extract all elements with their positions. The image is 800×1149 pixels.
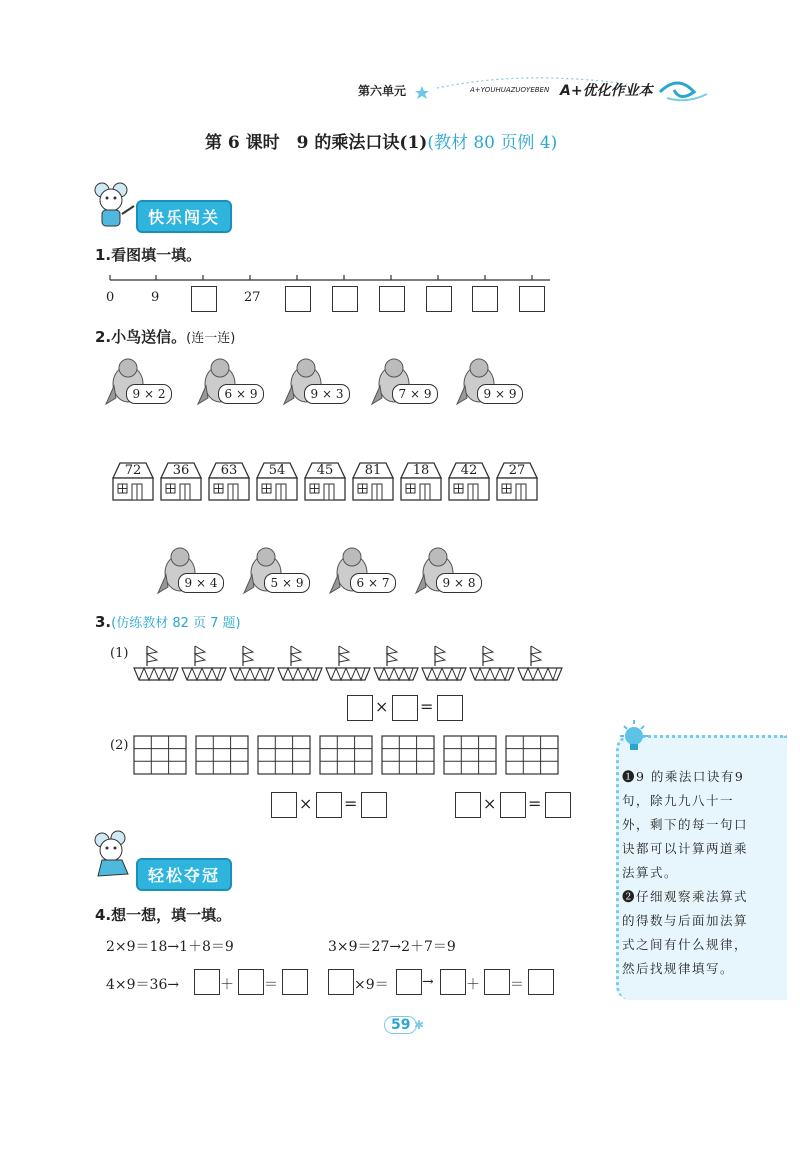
example-equation-1: 2×9＝18→1＋8＝9 [106,939,234,955]
grid-3x3 [319,735,374,775]
number-line-label-9: 9 [151,290,160,305]
q3-reference: (仿练教材 82 页 7 题) [111,616,241,631]
house[interactable] [494,460,540,502]
answer-box[interactable] [484,969,510,995]
lesson-title-row [205,128,557,153]
bird-expression: 6 × 7 [350,573,396,593]
house[interactable] [206,460,252,502]
bird-card[interactable] [156,545,226,597]
bird-expression: 6 × 9 [218,384,264,404]
answer-box[interactable] [440,969,466,995]
lesson-title: 第 6 课时 9 的乘法口诀(1) [205,133,428,153]
bird-expression: 9 × 3 [304,384,350,404]
boat-icon [421,642,467,682]
unit-label: 第六单元 [358,84,407,98]
answer-box[interactable] [238,969,264,995]
answer-box[interactable] [328,969,354,995]
section-badge-easy: 轻松夺冠 [136,858,232,891]
answer-box[interactable] [528,969,554,995]
q2-title: 2.小鸟送信。 [95,328,187,346]
answer-box[interactable] [426,286,452,312]
answer-box[interactable] [392,695,418,721]
q3-title: 3. [95,613,112,631]
times-sign: × [483,794,497,813]
equals-sign: = [528,794,542,813]
bird-expression: 9 × 4 [178,573,224,593]
grid-3x3 [505,735,560,775]
hint-item-2: ❷仔细观察乘法算式的得数与后面加法算式之间有什么规律，然后找规律填写。 [622,889,749,976]
bird-card[interactable] [370,356,440,408]
lesson-reference: (教材 80 页例 4) [427,133,558,153]
grid-3x3 [381,735,436,775]
times-sign: × [375,697,389,716]
equals-sign: = [344,794,358,813]
header-pinyin: A+YOUHUAZUOYEBEN [470,86,550,94]
bird-card[interactable] [104,356,174,408]
section-badge-happy: 快乐闯关 [136,200,232,233]
lightbulb-icon [616,718,652,758]
boat-icon [229,642,275,682]
bird-expression: 7 × 9 [392,384,438,404]
house[interactable] [446,460,492,502]
boat-icon [517,642,563,682]
answer-box[interactable] [396,969,422,995]
house[interactable] [254,460,300,502]
bird-expression: 9 × 9 [477,384,523,404]
number-line-label-27: 27 [244,290,261,305]
answer-box[interactable] [379,286,405,312]
house-number: 42 [460,463,478,478]
answer-box[interactable] [347,695,373,721]
answer-box[interactable] [191,286,217,312]
boat-icon [469,642,515,682]
equals-sign: ＝ [264,977,278,993]
hint-text [622,765,758,981]
bird-card[interactable] [196,356,266,408]
bird-expression: 9 × 8 [436,573,482,593]
house-number: 36 [172,463,190,478]
mouse-mascot-icon [88,180,136,230]
equals-sign: ＝ [510,977,524,993]
boat-icon [277,642,323,682]
bird-expression: 9 × 2 [126,384,172,404]
house-number: 54 [268,463,286,478]
star-icon: ✱ [414,1018,425,1032]
bird-card[interactable] [414,545,484,597]
house-number: 18 [412,463,430,478]
boat-icon [325,642,371,682]
number-line-label-0: 0 [106,290,115,305]
bird-card[interactable] [328,545,398,597]
q3-part1-label: (1) [110,646,129,661]
answer-box[interactable] [500,792,526,818]
plus-sign: ＋ [220,977,234,993]
bird-card[interactable] [282,356,352,408]
mouse-runner-icon [88,830,140,882]
equation-start: 4×9＝36→ [106,977,180,993]
house[interactable] [350,460,396,502]
bird-card[interactable] [242,545,312,597]
answer-box[interactable] [316,792,342,818]
house[interactable] [302,460,348,502]
house[interactable] [110,460,156,502]
answer-box[interactable] [332,286,358,312]
grid-3x3 [195,735,250,775]
house-number: 27 [508,463,526,478]
boat-icon [133,642,179,682]
times-nine: ×9＝ [354,977,389,993]
answer-box[interactable] [361,792,387,818]
page-number: 59 [384,1016,417,1034]
bird-card[interactable] [455,356,525,408]
answer-box[interactable] [472,286,498,312]
times-sign: × [299,794,313,813]
answer-box[interactable] [285,286,311,312]
grid-3x3 [443,735,498,775]
house-number: 63 [220,463,238,478]
house-number: 72 [124,463,142,478]
answer-box[interactable] [282,969,308,995]
hint-item-1: ❶9 的乘法口诀有9 句，除九九八十一外，剩下的每一句口诀都可以计算两道乘法算式。 [622,769,749,880]
q3-title-row [95,612,241,631]
q3-part2-label: (2) [110,738,129,753]
plus-sign: ＋ [466,977,480,993]
answer-box[interactable] [271,792,297,818]
q1-title: 1.看图填一填。 [95,246,202,264]
arrow-icon: → [422,974,434,990]
house-number: 45 [316,463,334,478]
answer-box[interactable] [437,695,463,721]
boat-icon [181,642,227,682]
grid-3x3 [133,735,188,775]
equals-sign: = [420,697,434,716]
answer-box[interactable] [455,792,481,818]
header-brand: A+优化作业本 [560,83,653,99]
q4-title: 4.想一想，填一填。 [95,906,232,924]
boat-icon [373,642,419,682]
example-equation-2: 3×9＝27→2＋7＝9 [328,939,456,955]
house-number: 81 [364,463,382,478]
q2-note: (连一连) [186,331,236,346]
grid-3x3 [257,735,312,775]
answer-box[interactable] [545,792,571,818]
q2-title-row [95,326,235,347]
bird-expression: 5 × 9 [264,573,310,593]
answer-box[interactable] [519,286,545,312]
house[interactable] [398,460,444,502]
answer-box[interactable] [194,969,220,995]
house[interactable] [158,460,204,502]
